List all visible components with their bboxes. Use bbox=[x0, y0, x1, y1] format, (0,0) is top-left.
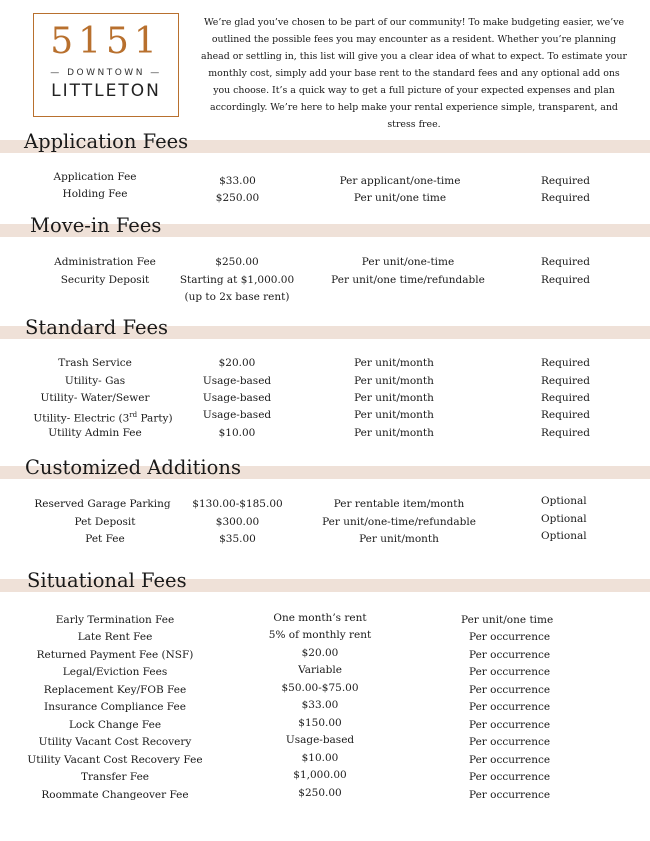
fee-amount: $300.00 bbox=[215, 516, 260, 528]
fee-basis: Per occurrence bbox=[469, 631, 551, 643]
section-title-standard-fees: Standard Fees bbox=[25, 316, 169, 339]
fee-basis: Per unit/one time bbox=[461, 614, 554, 626]
fee-basis: Per unit/month bbox=[354, 392, 434, 404]
fee-amount: Variable bbox=[298, 664, 342, 676]
fee-name: Utility- Water/Sewer bbox=[40, 392, 150, 404]
fee-status: Required bbox=[541, 256, 590, 268]
fee-name: Utility Vacant Cost Recovery Fee bbox=[27, 754, 203, 766]
intro-paragraph: We’re glad you’ve chosen to be part of our community! To make budgeting easier, we’ve outlined the possible fees you may encounter as a resident. Whether you’re planning ahead or settling in, this list will give you a clear idea of what to expect. To estimate your monthly cost, simply add your base rent to the standard fees and any optional add ons you choose. It’s a quick way to get a full picture of your expected expenses and plan accordingly. We’re here to help make your rental experience simple, transparent, and stress free. bbox=[201, 17, 627, 130]
fee-basis: Per unit/month bbox=[354, 357, 434, 369]
fee-amount: Starting at $1,000.00 bbox=[179, 274, 295, 286]
fee-basis: Per occurrence bbox=[469, 789, 551, 801]
fee-status: Required bbox=[541, 192, 590, 204]
fee-name: Utility- Gas bbox=[64, 375, 126, 387]
fee-status: Required bbox=[541, 175, 590, 187]
section-title-customized-additions: Customized Additions bbox=[25, 456, 241, 479]
fee-status: Required bbox=[541, 274, 590, 286]
fee-name: Replacement Key/FOB Fee bbox=[43, 684, 187, 696]
fee-basis: Per unit/one time bbox=[353, 192, 447, 204]
fee-status: Required bbox=[541, 375, 590, 387]
fee-name: Transfer Fee bbox=[80, 771, 150, 783]
fee-name: Utility Admin Fee bbox=[48, 427, 142, 439]
fee-basis: Per unit/one-time/refundable bbox=[322, 516, 476, 528]
fee-amount: $250.00 bbox=[298, 787, 342, 799]
fee-amount: Usage-based bbox=[285, 734, 355, 746]
fee-name: Early Termination Fee bbox=[55, 614, 175, 626]
fee-basis: Per unit/month bbox=[359, 533, 439, 545]
logo-name: LITTLETON bbox=[51, 81, 161, 101]
fee-name: Lock Change Fee bbox=[68, 719, 162, 731]
fee-name: Application Fee bbox=[53, 171, 137, 183]
fee-amount: $250.00 bbox=[215, 256, 259, 268]
section-title-situational-fees: Situational Fees bbox=[27, 569, 187, 592]
fee-basis: Per occurrence bbox=[469, 719, 551, 731]
fee-status: Required bbox=[541, 392, 590, 404]
fee-amount: $10.00 bbox=[301, 752, 339, 764]
fee-amount: $20.00 bbox=[218, 357, 256, 369]
fee-basis: Per occurrence bbox=[469, 666, 551, 678]
fee-amount: Usage-based bbox=[202, 375, 272, 387]
section-title-application-fees: Application Fees bbox=[24, 130, 189, 153]
section-title-move-in-fees: Move-in Fees bbox=[30, 214, 162, 237]
fee-basis: Per unit/month bbox=[354, 375, 434, 387]
fee-amount: 5% of monthly rent bbox=[268, 629, 372, 641]
fee-amount: $130.00-$185.00 bbox=[192, 498, 283, 510]
fee-basis: Per unit/month bbox=[354, 409, 434, 421]
fee-amount: $35.00 bbox=[219, 533, 256, 545]
logo-subtitle: — DOWNTOWN — bbox=[50, 68, 162, 78]
fee-amount: Usage-based bbox=[202, 409, 272, 421]
fee-amount: Usage-based bbox=[202, 392, 272, 404]
fee-amount: $1,000.00 bbox=[293, 769, 347, 781]
fee-status: Required bbox=[541, 409, 590, 421]
fee-name: Late Rent Fee bbox=[77, 631, 153, 643]
fee-amount: $10.00 bbox=[218, 427, 256, 439]
fee-name: Administration Fee bbox=[54, 256, 156, 268]
fee-status: Optional bbox=[541, 530, 587, 542]
fee-name: Utility- Electric (3rd Party) bbox=[33, 411, 173, 425]
logo-number: 5151 bbox=[50, 21, 162, 62]
logo bbox=[33, 13, 179, 117]
fee-status: Optional bbox=[541, 495, 587, 507]
fee-basis: Per occurrence bbox=[469, 754, 551, 766]
fee-basis: Per occurrence bbox=[469, 701, 551, 713]
fee-name: Holding Fee bbox=[62, 188, 128, 200]
fee-amount: $20.00 bbox=[301, 647, 339, 659]
fee-basis: Per occurrence bbox=[469, 771, 551, 783]
fee-basis: Per unit/one time/refundable bbox=[331, 274, 485, 286]
fee-status: Required bbox=[541, 357, 590, 369]
fee-basis: Per occurrence bbox=[469, 684, 551, 696]
fee-status: Optional bbox=[541, 513, 587, 525]
fee-name: Legal/Eviction Fees bbox=[62, 666, 168, 678]
fee-name: Reserved Garage Parking bbox=[34, 498, 171, 510]
fee-amount: $33.00 bbox=[301, 699, 339, 711]
fee-amount-note: (up to 2x base rent) bbox=[184, 291, 290, 303]
fee-basis: Per applicant/one-time bbox=[339, 175, 461, 187]
fee-name: Pet Deposit bbox=[74, 516, 136, 528]
fee-name: Trash Service bbox=[58, 357, 132, 369]
fee-name: Security Deposit bbox=[60, 274, 150, 286]
fee-name: Utility Vacant Cost Recovery bbox=[38, 736, 192, 748]
fee-basis: Per occurrence bbox=[469, 736, 551, 748]
fee-amount: $50.00-$75.00 bbox=[281, 682, 359, 694]
fee-amount: $250.00 bbox=[215, 192, 260, 204]
fee-name: Roommate Changeover Fee bbox=[41, 789, 189, 801]
fee-name: Returned Payment Fee (NSF) bbox=[36, 649, 194, 661]
fee-basis: Per rentable item/month bbox=[333, 498, 465, 510]
fee-amount: One month’s rent bbox=[273, 612, 367, 624]
fee-basis: Per unit/month bbox=[354, 427, 434, 439]
fee-name: Insurance Compliance Fee bbox=[44, 701, 186, 713]
fee-amount: $150.00 bbox=[298, 717, 342, 729]
fee-basis: Per unit/one-time bbox=[361, 256, 455, 268]
fee-name: Pet Fee bbox=[85, 533, 125, 545]
fee-amount: $33.00 bbox=[219, 175, 256, 187]
fee-status: Required bbox=[541, 427, 590, 439]
fee-basis: Per occurrence bbox=[469, 649, 551, 661]
